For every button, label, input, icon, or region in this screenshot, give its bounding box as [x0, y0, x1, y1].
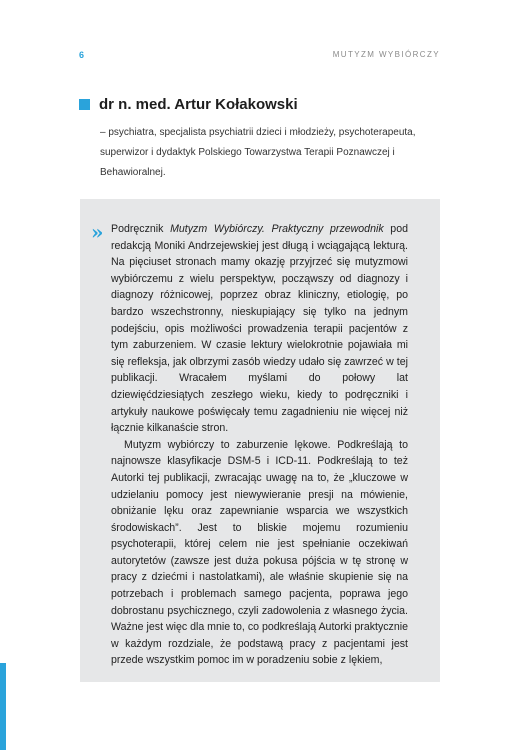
quote-box: [80, 199, 440, 682]
quote-paragraph-1: [111, 221, 408, 437]
author-block: [79, 96, 439, 183]
quote-p1-after: pod redakcją Moniki Andrzejewskiej jest długą i wciągającą lekturą. Na pięciuset stronach mamy okazję przyjrzeć się mutyzmowi wybiórczemu z wielu perspektyw, począwszy od diagnozy i diagnozy różnicowej, poprzez obraz kliniczny, etiologię, po bardzo wszechstronny, nieskupiający się tylko na jednym podejściu, opis możliwości prowadzenia terapii pacjentów z tym zaburzeniem. W czasie lektury wielokrotnie pojawiała mi się refleksja, jak olbrzymi zasób wiedzy udało się zawrzeć w tej publikacji. Wracałem myślami do połowy lat dziewięćdziesiątych zeszłego wieku, kiedy to podręczniki i artykuły naukowe poświęcały temu zagadnieniu nie więcej niż łącznie kilkanaście stron.: [111, 223, 408, 435]
book-title: Mutyzm Wybiórczy. Praktyczny przewodnik: [170, 223, 384, 235]
quote-text: [111, 221, 408, 669]
quote-p1-before: Podręcznik: [111, 223, 171, 235]
author-name: dr n. med. Artur Kołakowski: [99, 96, 298, 113]
author-heading: [79, 96, 439, 113]
side-accent-bar: [0, 663, 6, 750]
page-number: 6: [79, 50, 85, 60]
quote-icon: »: [91, 220, 104, 244]
running-title: MUTYZM WYBIÓRCZY: [332, 50, 440, 59]
quote-paragraph-2: Mutyzm wybiórczy to zaburzenie lękowe. Podkreślają to najnowsze klasyfikacje DSM-5 i ICD-11. Podkreślają to też Autorki tej publikacji, zwracając uwagę na to, że „kluczowe w udzielaniu pomocy jest niewywieranie presji na mówienie, obniżanie lęku oraz zapewnianie wsparcia we wszystkich środowiskach”. Jest to bliskie mojemu rozumieniu psychoterapii, której celem nie jest spełnianie oczekiwań autorytetów (zawsze jest duża pokusa pójścia w tę stronę w pracy z dziećmi i nastolatkami), ale właśnie skupienie się na potrzebach i problemach samego pacjenta, poprawa jego dobrostanu psychicznego, czyli zadowolenia z własnego życia. Ważne jest więc dla mnie to, co podkreślają Autorki praktycznie w każdym rozdziale, że podstawą pracy z pacjentami jest przede wszystkim pomoc im w poradzeniu sobie z lękiem,: [111, 438, 408, 667]
author-description: – psychiatra, specjalista psychiatrii dzieci i młodzieży, psychoterapeuta, superwizor i dydaktyk Polskiego Towarzystwa Terapii Poznawczej i Behawioralnej.: [100, 127, 416, 178]
square-bullet-icon: [79, 99, 90, 110]
